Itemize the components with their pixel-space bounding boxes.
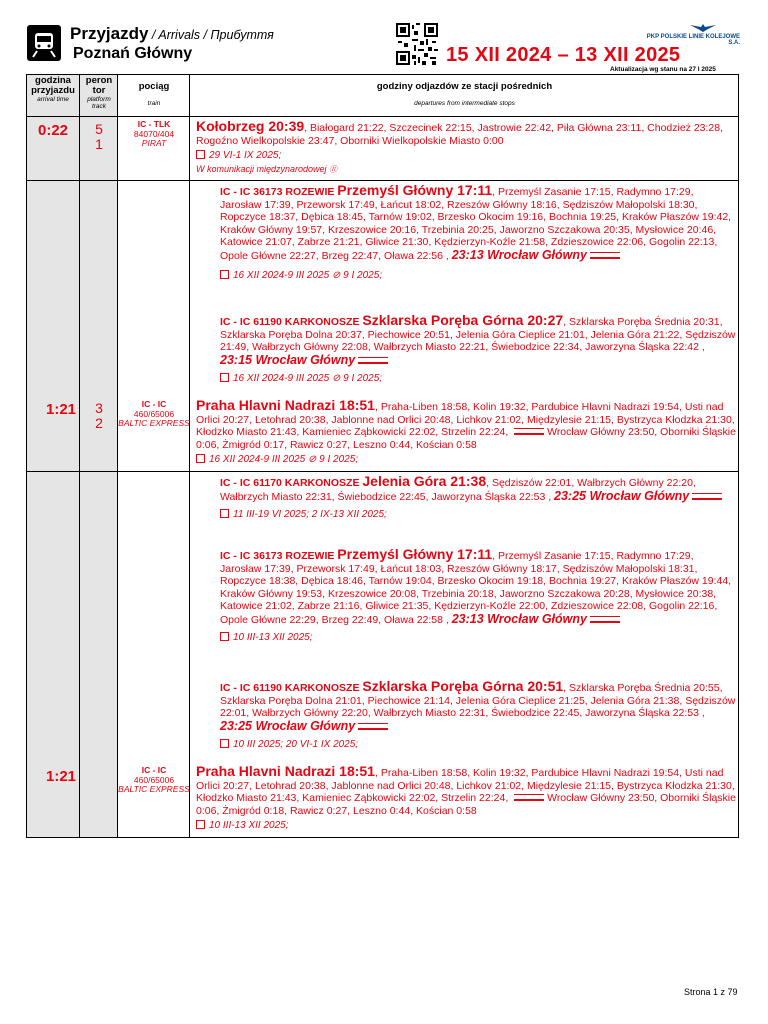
connection-code: IC - IC 61190 KARKONOSZE [220, 682, 360, 694]
train-number: 460/65006 [133, 774, 175, 785]
header-train [118, 82, 190, 107]
registered-icon: Ⓡ [329, 164, 338, 174]
final-station: 23:15 Wrocław Główny [220, 352, 356, 367]
connection-entry [220, 184, 736, 283]
route-stops: , Szklarska Poręba Średnia 20:31, Szklarska Poręba Dolna 20:37, Piechowice 20:51, Jelenia Góra Cieplice 21:01, Jelenia Góra 21:22, Sędziszów 21:49, Wałbrzych Główny 22:08, Wałbrzych Miasto 22:21, Świebodzice 22:34, Jaworzyna Śląska 22:42 , [220, 316, 736, 353]
title-subtitle: / Arrivals / Прибуття [148, 28, 274, 42]
header-time-pl: godzina przyjazdu [31, 75, 75, 96]
header-time-en: arrival time [37, 96, 69, 103]
origin-station: Przemyśl Główny 17:11 [337, 546, 493, 562]
calendar-line [220, 373, 736, 386]
train-info [118, 400, 190, 429]
platform: 5 [95, 121, 103, 137]
calendar-line [220, 739, 736, 752]
connection-code: IC - IC 36173 ROZEWIE [220, 186, 335, 198]
origin-station: Praha Hlavni Nadrazi 18:51 [196, 763, 375, 779]
platform-number [80, 122, 118, 152]
route-entry [196, 120, 734, 176]
connection-code: IC - IC 61190 KARKONOSZE [220, 316, 360, 328]
final-station: 23:25 Wrocław Główny [554, 488, 690, 503]
calendar-line [220, 270, 736, 283]
train-connection-icon [358, 723, 388, 730]
train-connection-icon [358, 357, 388, 364]
calendar-icon [196, 820, 205, 829]
train-logo-icon [27, 25, 61, 61]
connection-entry [220, 314, 736, 386]
header-train-en: train [147, 100, 161, 107]
train-info [118, 766, 190, 795]
route-stops: , Sędziszów 22:01, Wałbrzych Główny 22:20, Wałbrzych Miasto 22:31, Świebodzice 22:45, Jaworzyna Śląska 22:53 , [220, 477, 696, 503]
row-divider [26, 471, 739, 472]
route-stops-continued: Wrocław Główny 23:50, Oborniki Śląskie 0:06, Żmigród 0:18, Rawicz 0:27, Leszno 0:44, Kościan 0:58 [196, 792, 736, 817]
calendar-line [196, 454, 736, 467]
connection-entry [220, 548, 736, 645]
calendar-icon [196, 150, 205, 159]
connection-entry [220, 680, 736, 752]
header-arrival-time [26, 76, 80, 103]
train-connection-icon [590, 616, 620, 623]
calendar-text: 29 VI-1 IX 2025; [209, 150, 282, 161]
pkp-logo [640, 22, 740, 46]
final-station: 23:13 Wrocław Główny [451, 247, 587, 262]
route-stops-continued: Wrocław Główny 23:50, Oborniki Śląskie 0:06, Żmigród 0:17, Rawicz 0:27, Leszno 0:44, Kościan 0:58 [196, 426, 736, 451]
pkp-wings-icon [688, 22, 718, 34]
connection-code: IC - IC 61170 KARKONOSZE [220, 477, 360, 489]
route-entry [196, 399, 736, 467]
route-entry [196, 765, 736, 833]
train-name: PIRAT [141, 138, 167, 148]
calendar-line [196, 150, 734, 163]
platform: 3 [95, 400, 103, 416]
calendar-icon [220, 739, 229, 748]
header-platform-pl: peron tor [85, 75, 113, 96]
route-stops: , Przemyśl Zasanie 17:15, Radymno 17:29, Jarosław 17:39, Przeworsk 17:49, Łańcut 18:03, Rzeszów Główny 18:17, Sędziszów Małopolski 18:31, Ropczyce 18:38, Dębica 18:46, Tarnów 19:04, Brzesko Okocim 19:18, Bochnia 19:27, Kraków Płaszów 19:44, Kraków Główny 19:53, Krzeszowice 20:08, Trzebinia 20:18, Jaworzno Szczakowa 20:28, Mysłowice 20:38, Katowice 21:02, Zabrze 21:16, Gliwice 21:35, Kędzierzyn-Koźle 22:00, Zdzieszowice 22:08, Gogolin 22:16, Opole Główne 22:29, Brzeg 22:49, Oława 22:58 , [220, 550, 732, 626]
final-station: 23:13 Wrocław Główny [451, 611, 587, 626]
qr-code-icon [396, 23, 438, 65]
platform-number [80, 401, 118, 431]
calendar-text: 16 XII 2024-9 III 2025 ⊘ 9 I 2025; [233, 270, 383, 281]
track: 2 [95, 415, 103, 431]
route-stops: , Praha-Liben 18:58, Kolin 19:32, Pardubice Hlavni Nadrazi 19:54, Usti nad Orlici 20:27, Letohrad 20:38, Jablonne nad Orlici 20:48, Lichkov 21:02, Międzylesie 21:15, Bystrzyca Kłodzka 21:30, Kłodzko Miasto 21:43, Kamieniec Ząbkowicki 22:02, Strzelin 22:24, [196, 767, 735, 804]
header-platform [80, 76, 118, 110]
route-stops: , Białogard 21:22, Szczecinek 22:15, Jastrowie 22:42, Piła Główna 23:11, Chodzież 23:28, Rogoźno Wielkopolskie 23:47, Oborniki Wielkopolskie Miasto 0:00 [196, 122, 724, 147]
calendar-text: 10 III-13 XII 2025; [209, 820, 289, 831]
train-connection-icon [692, 493, 722, 500]
international-note [196, 163, 734, 177]
train-name: BALTIC EXPRESS [118, 784, 190, 794]
update-date: Aktualizacja wg stanu na 27 I 2025 [610, 66, 716, 73]
calendar-text: 10 III-13 XII 2025; [233, 632, 313, 643]
train-type: IC - TLK [137, 119, 171, 129]
train-name: BALTIC EXPRESS [118, 418, 190, 428]
track: 1 [95, 136, 103, 152]
train-number: 460/65006 [133, 408, 175, 419]
route-stops: , Przemyśl Zasanie 17:15, Radymno 17:29, Jarosław 17:39, Przeworsk 17:49, Łańcut 18:02, Rzeszów Główny 18:16, Sędziszów Małopolski 18:30, Ropczyce 18:37, Dębica 18:45, Tarnów 19:02, Brzesko Okocim 19:16, Bochnia 19:25, Kraków Płaszów 19:42, Kraków Główny 19:57, Krzeszowice 20:16, Trzebinia 20:25, Jaworzno Szczakowa 20:35, Mysłowice 20:46, Katowice 21:07, Zabrze 21:21, Gliwice 21:30, Kędzierzyn-Koźle 21:58, Zdzieszowice 22:06, Gogolin 22:13, Opole Główne 22:27, Brzeg 22:47, Oława 22:56 , [220, 186, 732, 262]
arrival-time: 1:21 [45, 401, 77, 418]
calendar-text: 16 XII 2024-9 III 2025 ⊘ 9 I 2025; [209, 454, 359, 465]
origin-station: Praha Hlavni Nadrazi 18:51 [196, 397, 375, 413]
train-connection-icon [590, 252, 620, 259]
calendar-icon [196, 454, 205, 463]
calendar-icon [220, 373, 229, 382]
page-title [70, 24, 274, 44]
calendar-text: 10 III 2025; 20 VI-1 IX 2025; [233, 739, 359, 750]
station-name: Poznań Główny [73, 45, 193, 62]
calendar-line [196, 820, 736, 833]
logo-text: PKP POLSKIE LINIE KOLEJOWE S.A. [646, 34, 740, 46]
calendar-icon [220, 509, 229, 518]
origin-station: Kołobrzeg 20:39 [196, 118, 305, 134]
header-departures-en: departures from intermediate stops [414, 100, 515, 107]
calendar-icon [220, 270, 229, 279]
origin-station: Szklarska Poręba Górna 20:27 [362, 312, 564, 328]
header-departures [190, 82, 739, 107]
connection-entry [220, 475, 736, 522]
calendar-line [220, 509, 736, 522]
header-platform-en: platform track [87, 96, 111, 110]
note-text: W komunikacji międzynarodowej [196, 163, 327, 174]
train-type: IC - IC [141, 765, 167, 775]
calendar-text: 16 XII 2024-9 III 2025 ⊘ 9 I 2025; [233, 373, 383, 384]
connection-code: IC - IC 36173 ROZEWIE [220, 550, 335, 562]
origin-station: Przemyśl Główny 17:11 [337, 182, 493, 198]
calendar-line [220, 632, 736, 645]
train-type: IC - IC [141, 399, 167, 409]
header-train-pl: pociąg [138, 81, 170, 92]
origin-station: Jelenia Góra 21:38 [362, 473, 487, 489]
arrival-time: 1:21 [45, 768, 77, 785]
row-divider [26, 180, 739, 181]
train-number: 84070/404 [133, 128, 175, 139]
calendar-text: 11 III-19 VI 2025; 2 IX-13 XII 2025; [233, 509, 387, 520]
train-info [118, 120, 190, 149]
route-stops: , Szklarska Poręba Średnia 20:55, Szklarska Poręba Dolna 21:01, Piechowice 21:14, Jelenia Góra Cieplice 21:25, Jelenia Góra 21:38, Sędziszów 22:01, Wałbrzych Główny 22:20, Wałbrzych Miasto 22:31, Świebodzice 22:45, Jaworzyna Śląska 22:53 , [220, 682, 736, 719]
title-text: Przyjazdy [70, 24, 149, 43]
train-connection-icon [514, 428, 544, 435]
arrival-time: 0:22 [37, 122, 69, 139]
final-station: 23:25 Wrocław Główny [220, 718, 356, 733]
page-number: Strona 1 z 79 [684, 987, 738, 997]
validity-period: 15 XII 2024 – 13 XII 2025 [446, 44, 681, 66]
train-connection-icon [514, 794, 544, 801]
route-stops: , Praha-Liben 18:58, Kolin 19:32, Pardubice Hlavni Nadrazi 19:54, Usti nad Orlici 20:27, Letohrad 20:38, Jablonne nad Orlici 20:48, Lichkov 21:02, Międzylesie 21:15, Bystrzyca Kłodzka 21:30, Kłodzko Miasto 21:43, Kamieniec Ząbkowicki 22:02, Strzelin 22:24, [196, 401, 735, 438]
header-departures-pl: godziny odjazdów ze stacji pośrednich [376, 81, 553, 92]
calendar-icon [220, 632, 229, 641]
origin-station: Szklarska Poręba Górna 20:51 [362, 678, 564, 694]
header-divider [26, 116, 739, 117]
